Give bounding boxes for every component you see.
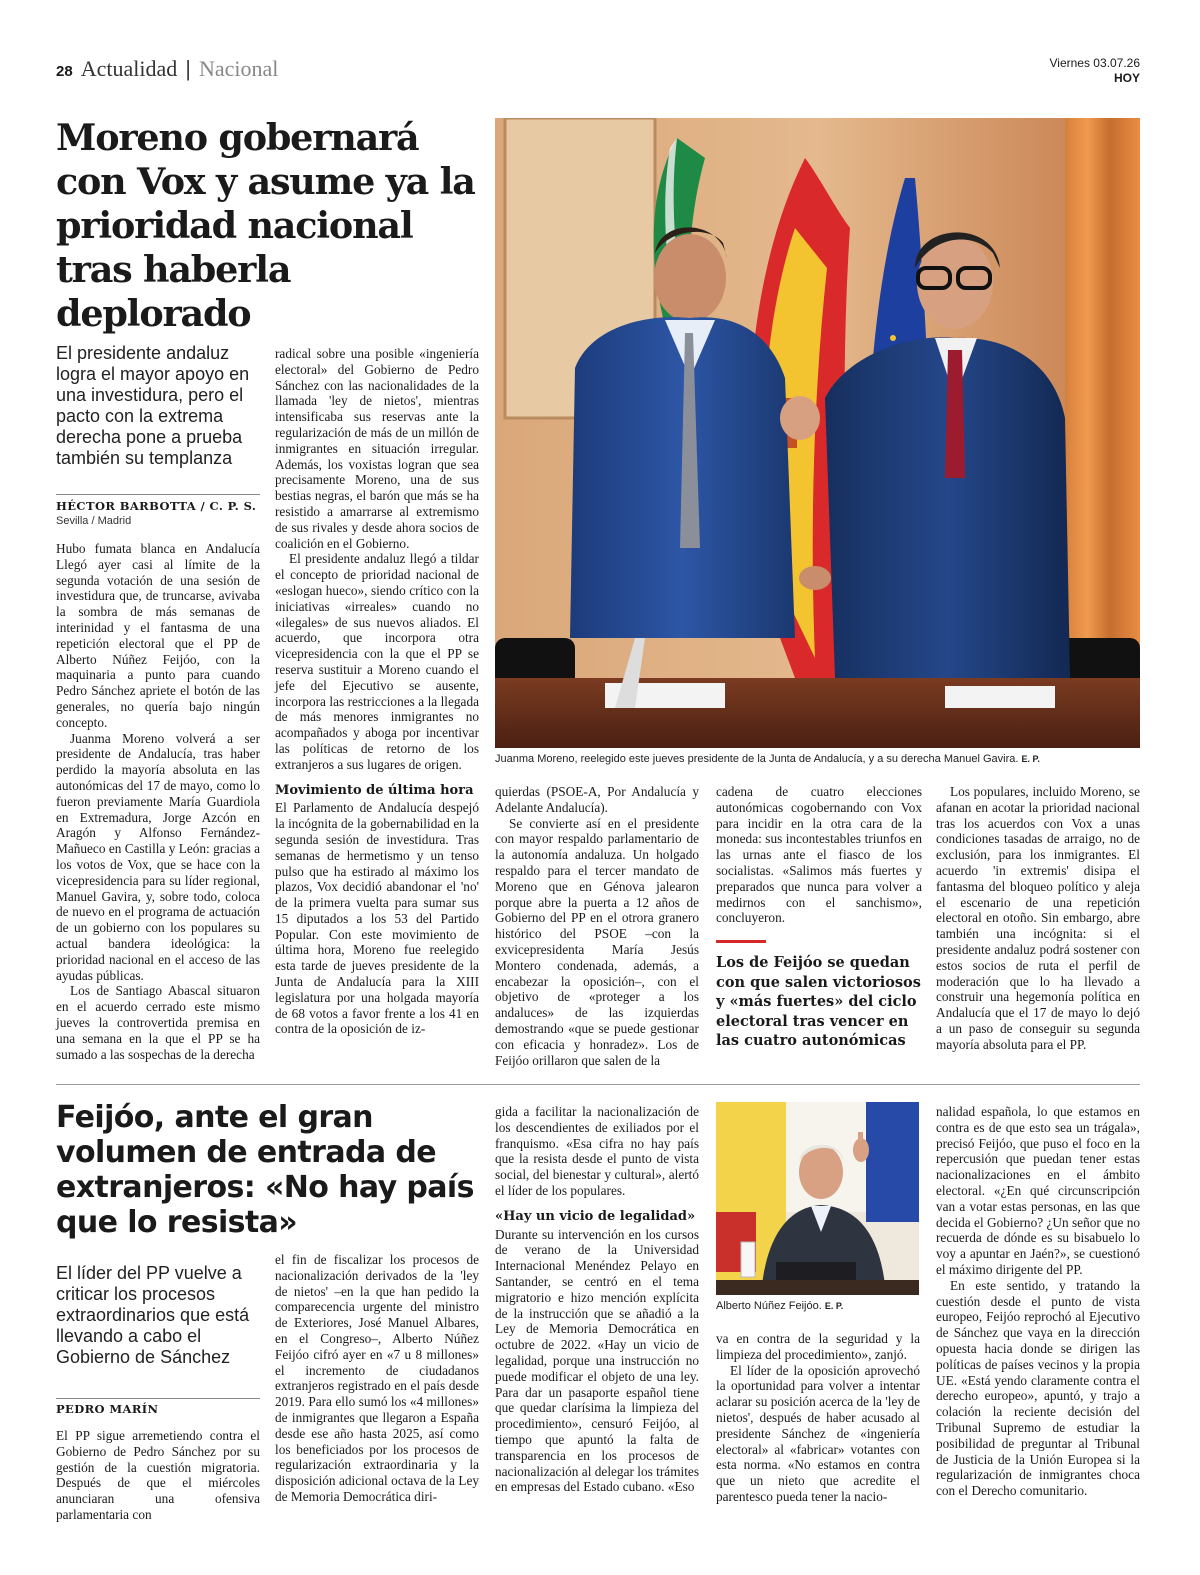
story1-subheading: Movimiento de última hora — [275, 782, 474, 798]
section-label: Actualidad — [80, 56, 178, 81]
caption-text: Juanma Moreno, reelegido este jueves presidente de la Junta de Andalucía, y a su derecha Manuel Gavira. — [495, 753, 1019, 765]
paragraph: quierdas (PSOE-A, Por Andalucía y Adelante Andalucía). — [495, 784, 699, 815]
paragraph: cadena de cuatro elecciones autonómicas cogobernando con Vox para incidir en la otra cara de la moneda: sus incontestables triunfos en las urnas ante el fiasco de los socialistas. «Salimos más fuertes y preparados que nunca para volver a medirnos con el sanchismo», concluyeron. — [716, 784, 922, 926]
story1-byline: HÉCTOR BARBOTTA / C. P. S. — [56, 499, 257, 513]
subsection-label: Nacional — [198, 56, 279, 81]
story2-column-3 — [495, 1104, 699, 1495]
story1-photo — [495, 118, 1140, 748]
story1-column-5 — [936, 784, 1140, 1053]
story2-column-4 — [716, 1331, 920, 1505]
paragraph: Hubo fumata blanca en Andalucía Llegó ayer casi al límite de la segunda votación de una sesión de investidura que, de truncarse, avivaba la sombra de más semanas de interinidad y el fantasma de una repetición electoral que el PP de Alberto Núñez Feijóo, con la maquinaria a punto para cuando Pedro Sánchez apriete el botón de las generales, no quería bajo ningún concepto. — [56, 541, 260, 730]
story1-dateline: Sevilla / Madrid — [56, 515, 132, 527]
story2-column-5 — [936, 1104, 1140, 1499]
story1-column-2 — [275, 346, 479, 1037]
pullquote-rule — [716, 940, 766, 943]
story1-photo-caption — [495, 753, 1040, 765]
page-header — [56, 56, 278, 82]
story2-photo-caption — [716, 1300, 843, 1312]
photo-credit: E. P. — [824, 1301, 844, 1311]
story-divider — [56, 1084, 1140, 1085]
story2-headline: Feijóo, ante el gran volumen de entrada de extranjeros: «No hay país que lo resista» — [56, 1100, 474, 1240]
paragraph: va en contra de la seguridad y la limpieza del procedimiento», zanjó. — [716, 1331, 920, 1362]
paragraph: En este sentido, y tratando la cuestión desde el punto de vista europeo, Feijóo reprochó al Ejecutivo de Sánchez que vaya en la dirección opuesta hacia donde se dirigen las políticas de países vecinos y la propia UE. «Está yendo claramente contra el derecho europeo», apuntó, y trajo a colación la reciente decisión del Tribunal Supremo de estudiar la posibilidad de preguntar al Tribunal de Justicia de la Unión Europea si la regularización de inmigrantes choca con el Derecho comunitario. — [936, 1277, 1140, 1499]
story1-column-1 — [56, 541, 260, 1062]
paragraph: el fin de fiscalizar los procesos de nacionalización derivados de la 'ley de nietos' –en la que han pedido la comparecencia urgente del ministro de Exteriores, José Manuel Albares, en el Congreso–, Alberto Núñez Feijóo cifró ayer en «7 u 8 millones» el incremento de ciudadanos extranjeros registrado en el país desde 2019. Para ello sumó los «4 millones» de inmigrantes que llegaron a España desde ese año hasta 2025, así como los beneficiados por los procesos de regularización extraordinaria y la disposición adicional octava de la Ley de Memoria Democrática diri- — [275, 1252, 479, 1504]
story2-deck: El líder del PP vuelve a criticar los procesos extraordinarios que está llevando a cabo el Gobierno de Sánchez — [56, 1263, 250, 1367]
paragraph: gida a facilitar la nacionalización de los descendientes de exiliados por el franquismo. «Esa cifra no hay país que la resista desde el punto de vista social, del bienestar y cultural», alertó el líder de los populares. — [495, 1104, 699, 1198]
story2-column-2 — [275, 1252, 479, 1505]
story1-headline: Moreno gobernará con Vox y asume ya la prioridad nacional tras haberla deplorado — [56, 116, 475, 335]
paragraph: Los de Santiago Abascal situaron en el acuerdo cerrado este mismo jueves la controvertida premisa en una semana en la que el PP se ha sumado a las sospechas de la derecha — [56, 983, 260, 1062]
story1-deck: El presidente andaluz logra el mayor apoyo en una investidura, pero el pacto con la extrema derecha pone a prueba también su templanza — [56, 343, 250, 468]
story2-subheading: «Hay un vicio de legalidad» — [495, 1208, 696, 1224]
byline-rule — [56, 494, 260, 495]
issue-date: Viernes 03.07.26 — [1049, 56, 1140, 70]
paragraph: El PP sigue arremetiendo contra el Gobierno de Pedro Sánchez por su gestión de la cuestión migratoria. Después de que el miércoles anunciaran una ofensiva parlamentaria con — [56, 1428, 260, 1522]
story2-byline: PEDRO MARÍN — [56, 1402, 159, 1416]
story2-photo — [716, 1102, 919, 1295]
photo-credit: E. P. — [1021, 754, 1040, 764]
byline-rule — [56, 1398, 260, 1399]
caption-text: Alberto Núñez Feijóo. — [716, 1300, 822, 1312]
paragraph: Los populares, incluido Moreno, se afanan en acotar la prioridad nacional tras los acuerdos con Vox a unas condiciones tasadas de arraigo, no de exclusión, para los inmigrantes. El acuerdo 'in extremis' disipa el fantasma del bloqueo político y aleja el escenario de una repetición electoral en otoño. Sin embargo, abre también una incógnita: si el presidente andaluz podrá sostener con estos socios de ruta el perfil de moderación que lo ha llevado a construir una hegemonía política en Andalucía que el 17 de mayo lo dejó a un paso de conseguir su segunda mayoría absoluta para el PP. — [936, 784, 1140, 1052]
paragraph: radical sobre una posible «ingeniería electoral» del Gobierno de Pedro Sánchez con las nacionalidades de la llamada 'ley de nietos', mientras intensificaba sus reservas ante la regularización de más de un millón de inmigrantes en situación irregular. Además, los voxistas logran que sea precisamente Moreno, una de sus bestias negras, el barón que más se ha resistido a amarrarse al extremismo de sus rivales y desde ahora socios de coalición en el Gobierno. — [275, 346, 479, 551]
paragraph: Juanma Moreno volverá a ser presidente de Andalucía, tras haber perdido la mayoría absoluta en las autonómicas del 17 de mayo, como lo fueron previamente María Guardiola en Extremadura, Jorge Azcón en Aragón y Alfonso Fernández-Mañueco en Castilla y León: gracias a los votos de Vox, que se hace con la vicepresidencia para su líder regional, Manuel Gavira, y, sobre todo, coloca de nuevo en el programa de actuación de un gobierno con los populares su actual bandera ideológica: la prioridad nacional en el acceso de las ayudas públicas. — [56, 730, 260, 983]
section-separator: | — [185, 56, 191, 81]
paragraph: El presidente andaluz llegó a tildar el concepto de prioridad nacional de «eslogan hueco», siendo crítico con la iniciativas «irreales» cuando no «ilegales» de sus nuevos aliados. El acuerdo, que incorpora otra vicepresidencia con la que el PP se reserva sustituir a Moreno cuando el jefe del Ejecutivo se ausente, incorpora las restricciones a la llegada de más menores inmigrantes no acompañados y aboga por incentivar las políticas de retorno de los extranjeros a sus lugares de origen. — [275, 551, 479, 772]
story1-column-4 — [716, 784, 922, 926]
story1-pullquote: Los de Feijóo se quedan con que salen victoriosos y «más fuertes» del ciclo electoral tras vencer en las cuatro autonómicas — [716, 954, 921, 1049]
story1-column-3 — [495, 784, 699, 1068]
paragraph: nalidad española, lo que estamos en contra es de que esto sea un trágala», precisó Feijóo, que puso el foco en la repercusión que puedan tener estas nacionalizaciones en el ámbito electoral. «¿En qué circunscripción van a votar estas personas, en las que decida el Gobierno? ¿Un señor que no recuerda de dónde es su bisabuelo lo voy a apuntar en Jaén?», se cuestionó el máximo dirigente del PP. — [936, 1104, 1140, 1277]
paragraph: El Parlamento de Andalucía despejó la incógnita de la gobernabilidad en la segunda sesión de investidura. Tras semanas de hermetismo y un tenso pulso que ha estirado al máximo los plazos, Vox decidió abandonar el 'no' de la primera vuelta para sumar sus 15 diputados a los 53 del Partido Popular. Con este movimiento de última hora, Moreno fue reelegido esta tarde de jueves presidente de la Junta de Andalucía para la XIII legislatura por una holgada mayoría de 68 votos a favor frente a los 41 en contra de la oposición de iz- — [275, 800, 479, 1037]
paragraph: Durante su intervención en los cursos de verano de la Universidad Internacional Menéndez Pelayo en Santander, se centró en el tema migratorio e hizo mención explícita de la instrucción que se añadió a la Ley de Memoria Democrática en octubre de 2022. «Hay un vicio de legalidad, porque una instrucción no puede modificar el objeto de una ley. Para dar un pasaporte español tiene que quedar clarísima la limpieza del procedimiento», censuró Feijóo, al tiempo que apuntó la falta de transparencia en los procesos de nacionalización al delegar los trámites en empresas del Estado cubano. «Eso — [495, 1226, 699, 1495]
newspaper-name: HOY — [1113, 71, 1140, 85]
page-number: 28 — [56, 63, 73, 80]
paragraph: El líder de la oposición aprovechó la oportunidad para volver a intentar aclarar su posición acerca de la 'ley de nietos', después de haber acusado al presidente Sánchez de «ingeniería electoral» al «fabricar» votantes con esta norma. «No estamos en contra que un nieto que acredite el parentesco pueda tener la nacio- — [716, 1362, 920, 1504]
issue-info — [1049, 56, 1140, 86]
story2-column-1 — [56, 1428, 260, 1523]
paragraph: Se convierte así en el presidente con mayor respaldo parlamentario de la autonomía andaluza. Un holgado respaldo para el tercer mandato de Moreno que en Génova jalearon porque abre la puerta a 12 años de Gobierno del PP en el otrora granero histórico del PSOE –con la exvicepresidenta María Jesús Montero condenada, además, a encabezar la oposición–, con el objetivo de «proteger a los andaluces» de las izquierdas demostrando «que se puede gestionar con eficacia y honradez». Los de Feijóo orillaron que salen de la — [495, 815, 699, 1068]
